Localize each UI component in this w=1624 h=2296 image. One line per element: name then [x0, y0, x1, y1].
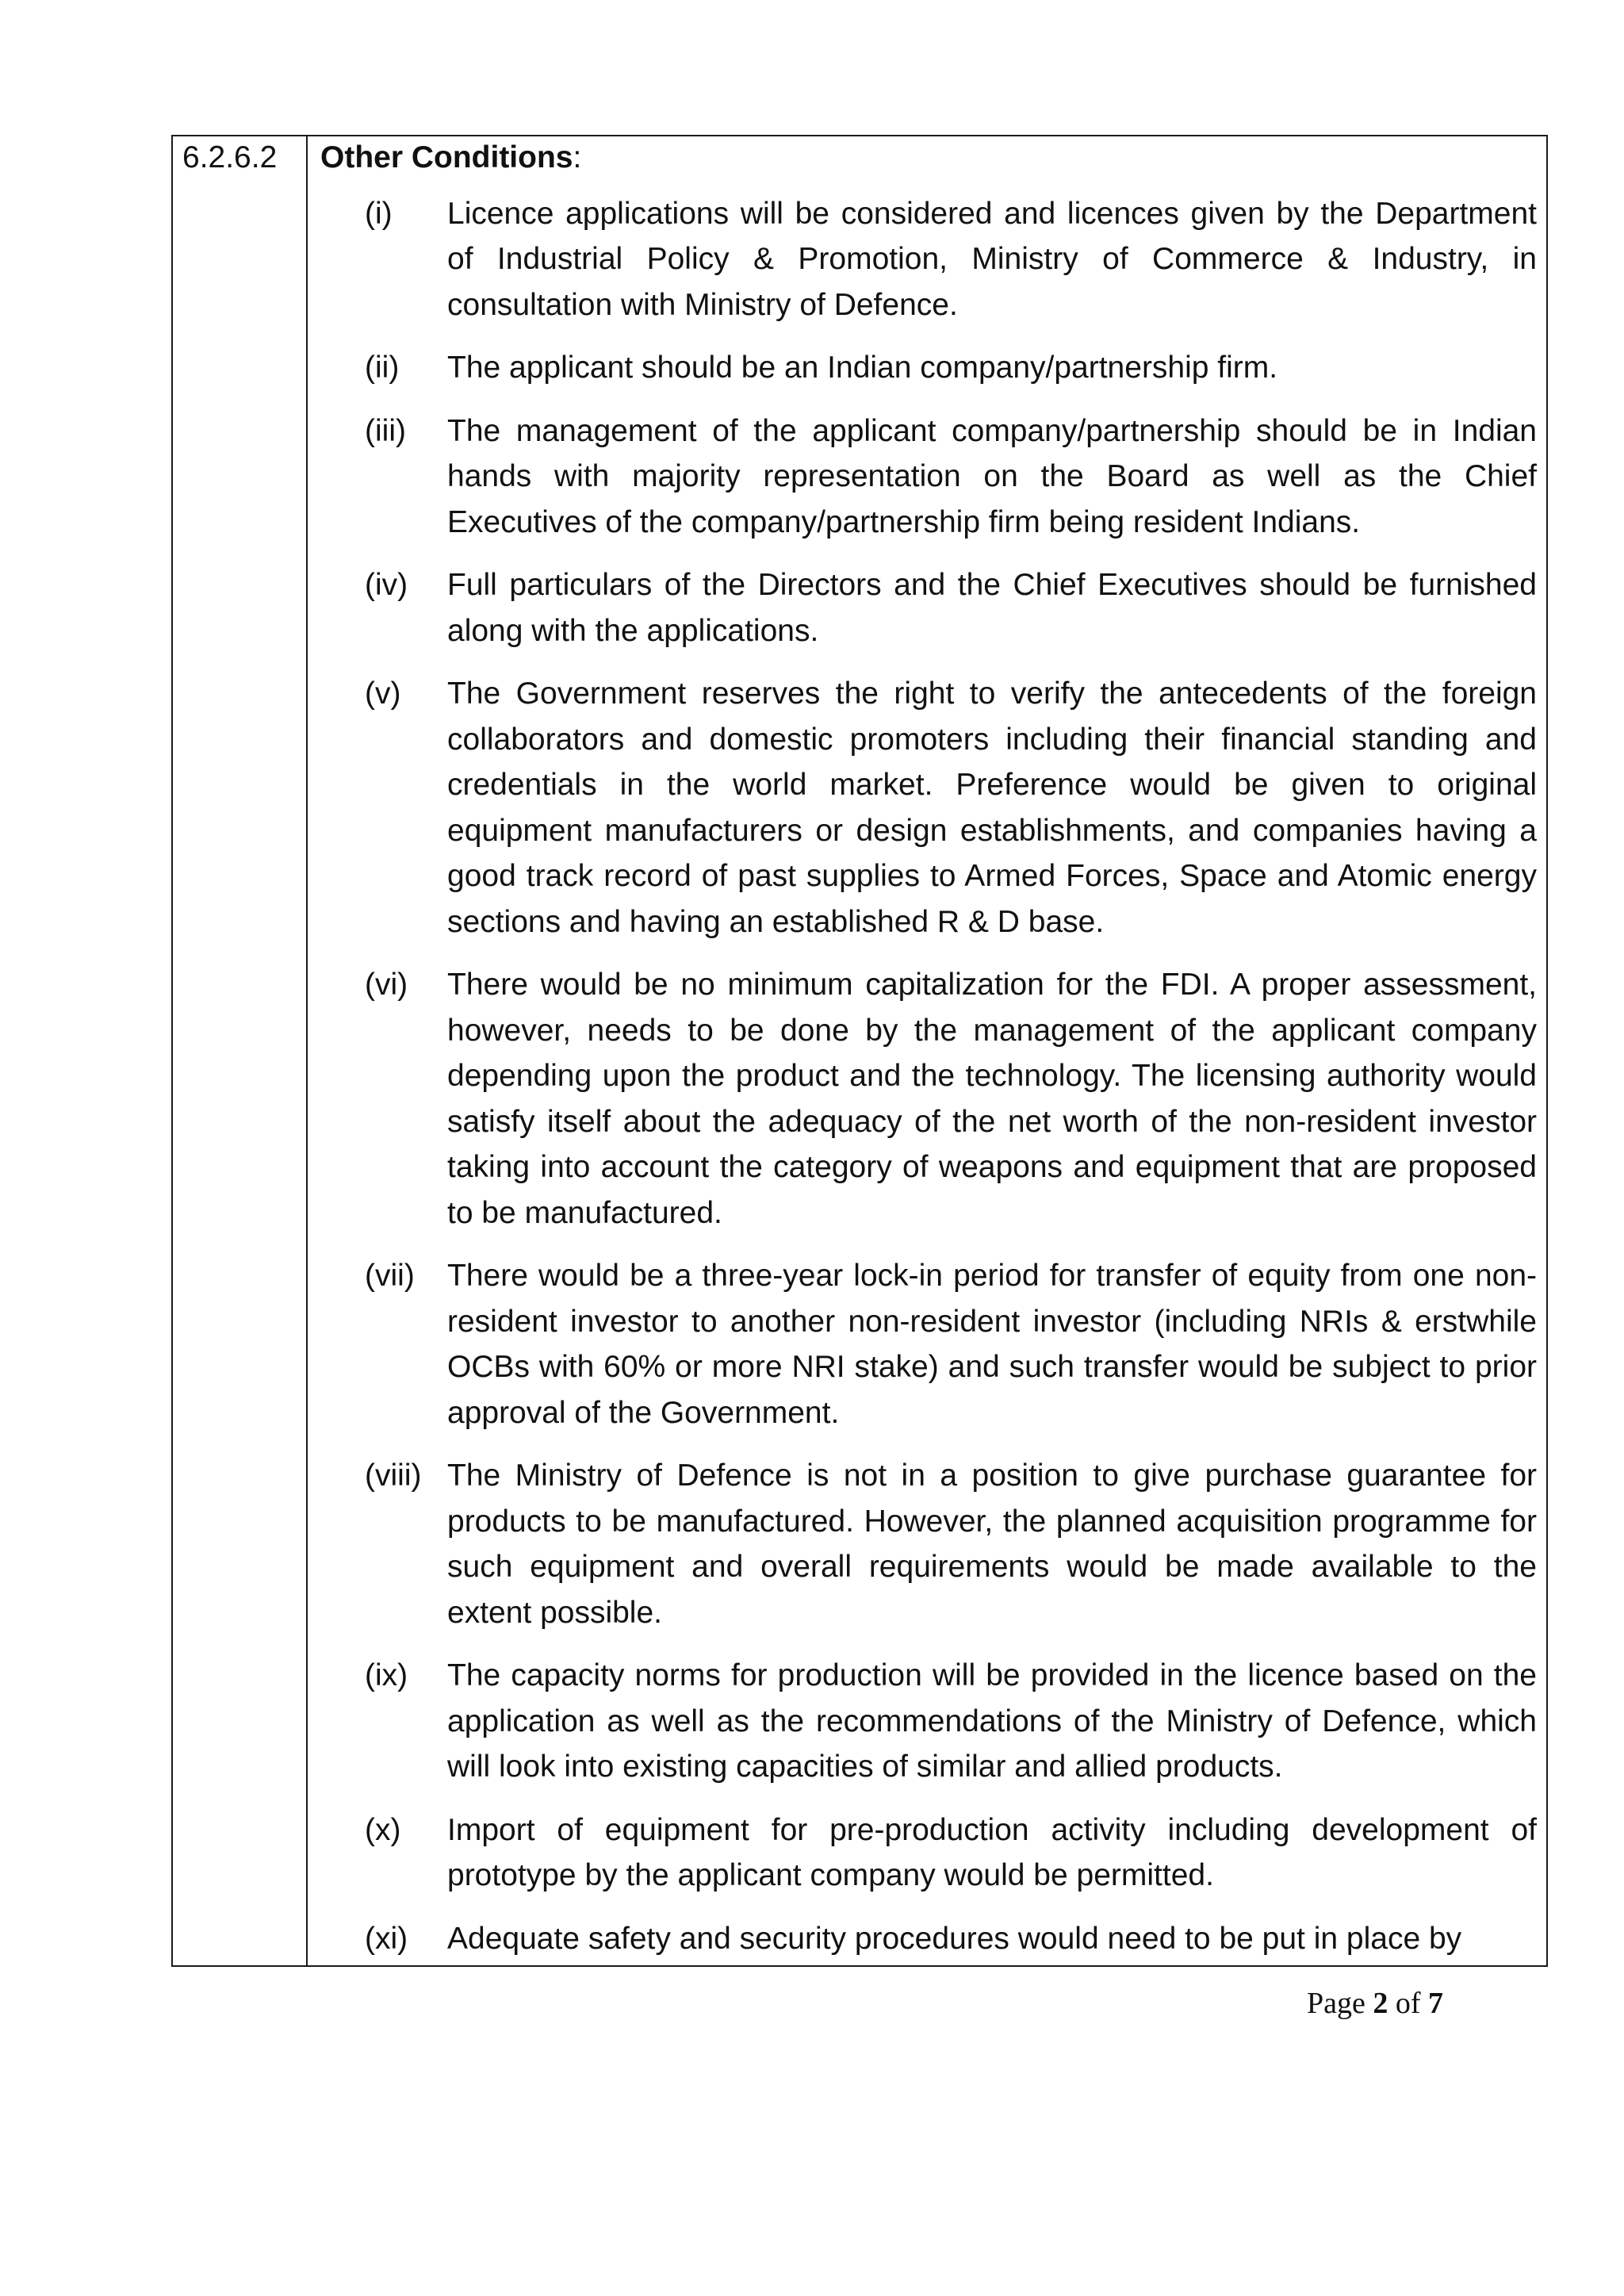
condition-item	[320, 1807, 1537, 1899]
page-number	[1307, 1986, 1443, 2021]
document-table	[171, 135, 1548, 1967]
condition-label: (iv)	[365, 568, 408, 603]
condition-label: (x)	[365, 1812, 401, 1847]
condition-text: The management of the applicant company/partnership should be in Indian hands with majority representation on the Board as well as the Chief Executives of the company/partnership firm being resident Indians.	[447, 413, 1537, 539]
condition-label: (i)	[365, 196, 393, 231]
condition-label: (viii)	[365, 1458, 422, 1493]
condition-text: The Government reserves the right to verify the antecedents of the foreign collaborators and domestic promoters including their financial standing and credentials in the world market. Preference would be given to original equipment manufacturers or design establishments, and companies having a good track record of past supplies to Armed Forces, Space and Atomic energy sections and having an established R & D base.	[447, 677, 1537, 939]
condition-text: Full particulars of the Directors and the Chief Executives should be furnished along with the applications.	[447, 568, 1537, 648]
of-word: of	[1395, 1987, 1421, 2020]
condition-label: (ii)	[365, 351, 400, 385]
page-word: Page	[1307, 1987, 1365, 2020]
condition-item	[320, 345, 1537, 391]
condition-label: (v)	[365, 677, 401, 711]
condition-text: Import of equipment for pre-production activity including development of prototype by the applicant company would be permitted.	[447, 1812, 1537, 1893]
total-pages: 7	[1428, 1987, 1444, 2020]
condition-label: (iii)	[365, 413, 406, 448]
section-title	[320, 138, 1537, 178]
section-title-text: Other Conditions	[320, 140, 573, 174]
condition-item	[320, 562, 1537, 654]
condition-text: The Ministry of Defence is not in a position to give purchase guarantee for products to be manufactured. However, the planned acquisition programme for such equipment and overall requirements would be made available to the extent possible.	[447, 1458, 1537, 1630]
current-page: 2	[1373, 1987, 1388, 2020]
column-divider	[306, 136, 308, 1965]
condition-item	[320, 671, 1537, 945]
condition-label: (ix)	[365, 1658, 408, 1693]
condition-label: (vi)	[365, 968, 408, 1002]
condition-label: (vii)	[365, 1259, 415, 1294]
section-title-colon: :	[573, 140, 582, 174]
condition-text: Licence applications will be considered and licences given by the Department of Industrial Policy & Promotion, Ministry of Commerce & Industry, in consultation with Ministry of Defence.	[447, 196, 1537, 322]
condition-item	[320, 1653, 1537, 1790]
section-number: 6.2.6.2	[182, 140, 278, 174]
condition-text: Adequate safety and security procedures would need to be put in place by	[447, 1921, 1462, 1956]
condition-text: The applicant should be an Indian company/partnership firm.	[447, 351, 1278, 385]
condition-item	[320, 1453, 1537, 1635]
condition-label: (xi)	[365, 1921, 408, 1956]
condition-item	[320, 1253, 1537, 1435]
condition-text: The capacity norms for production will be provided in the licence based on the application as well as the recommendations of the Ministry of Defence, which will look into existing capacities of similar and allied products.	[447, 1658, 1537, 1784]
condition-item	[320, 1916, 1537, 1962]
condition-text: There would be a three-year lock-in period for transfer of equity from one non-resident investor to another non-resident investor (including NRIs & erstwhile OCBs with 60% or more NRI stake) and such transfer would be subject to prior approval of the Government.	[447, 1259, 1537, 1430]
condition-item	[320, 191, 1537, 328]
condition-text: There would be no minimum capitalization for the FDI. A proper assessment, however, needs to be done by the management of the applicant company depending upon the product and the technology. The licensing authority would satisfy itself about the adequacy of the net worth of the non-resident investor taking into account the category of weapons and equipment that are proposed to be manufactured.	[447, 968, 1537, 1230]
section-content	[320, 138, 1537, 1979]
condition-item	[320, 962, 1537, 1236]
condition-item	[320, 408, 1537, 546]
